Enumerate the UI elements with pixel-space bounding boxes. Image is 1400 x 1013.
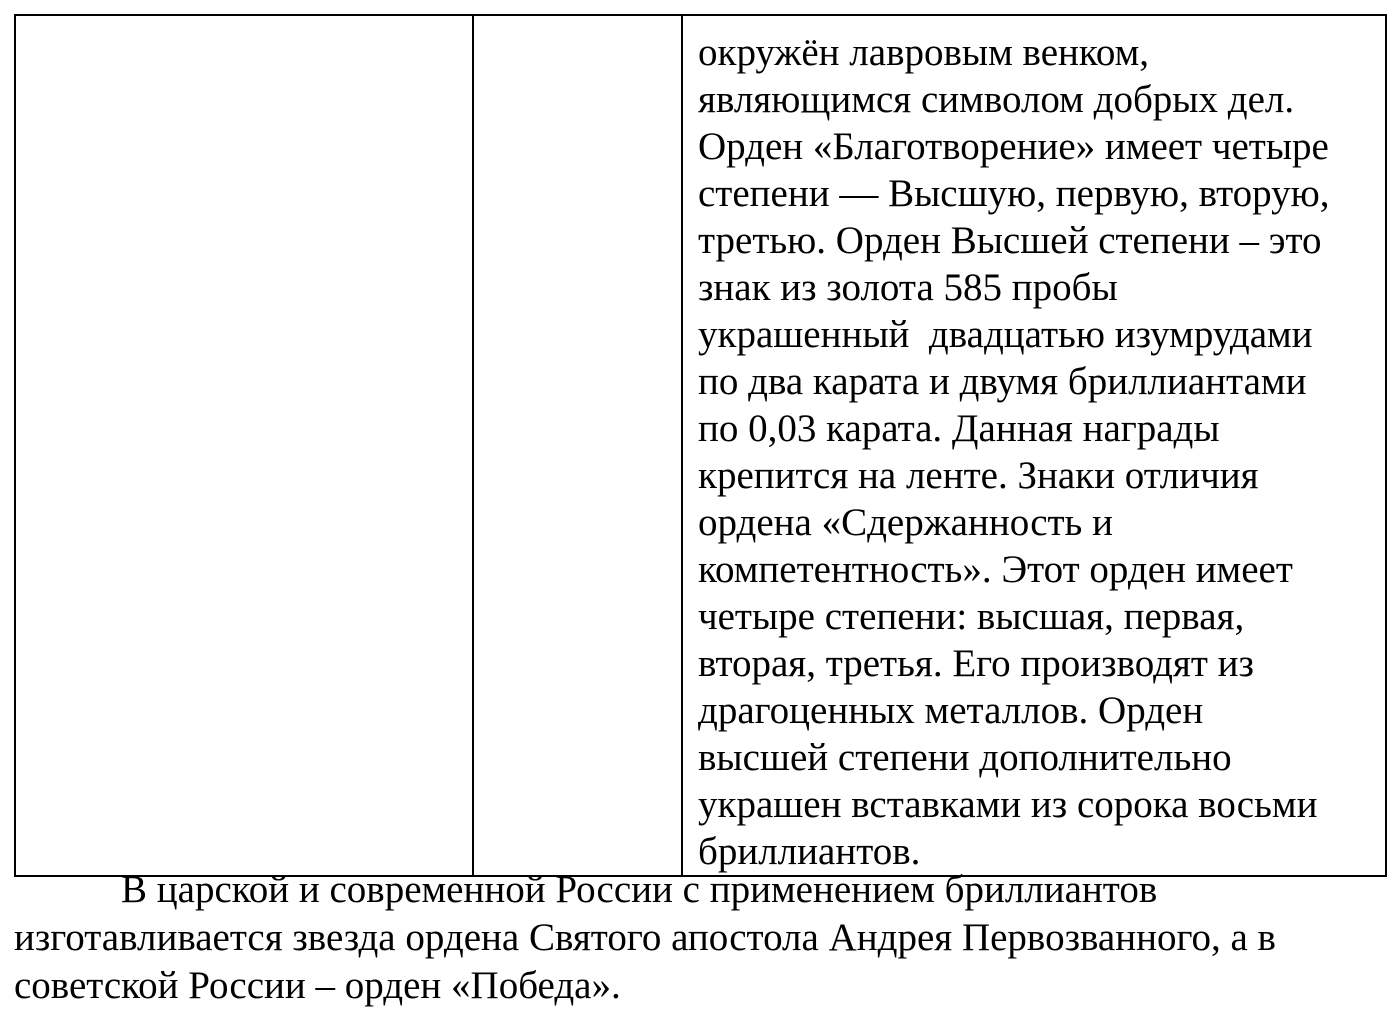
text-line: драгоценных металлов. Орден xyxy=(698,689,1204,732)
table-cell-description xyxy=(682,15,1386,876)
text-line: степени — Высшую, первую, вторую, xyxy=(698,172,1330,215)
document-table xyxy=(14,14,1387,877)
text-line: третью. Орден Высшей степени – это xyxy=(698,219,1322,262)
text-line: четыре степени: высшая, первая, xyxy=(698,595,1245,638)
text-line: украшен вставками из сорока восьми xyxy=(698,783,1318,826)
paragraph-line: В царской и современной России с применением бриллиантов xyxy=(121,868,1158,911)
text-line: Орден «Благотворение» имеет четыре xyxy=(698,125,1329,168)
text-line: компетентность». Этот орден имеет xyxy=(698,548,1293,591)
text-line: окружён лавровым венком, xyxy=(698,31,1150,74)
text-line: являющимся символом добрых дел. xyxy=(698,78,1295,121)
text-line: ордена «Сдержанность и xyxy=(698,501,1113,544)
text-line: украшенный двадцатью изумрудами xyxy=(698,313,1313,356)
table-cell-empty-1 xyxy=(15,15,473,876)
text-line: по два карата и двумя бриллиантами xyxy=(698,360,1307,403)
text-line: высшей степени дополнительно xyxy=(698,736,1232,779)
text-line: по 0,03 карата. Данная награды xyxy=(698,407,1220,450)
text-line: вторая, третья. Его производят из xyxy=(698,642,1254,685)
body-paragraph xyxy=(14,866,1386,1010)
table-cell-empty-2 xyxy=(473,15,682,876)
paragraph-line: изготавливается звезда ордена Святого апостола Андрея Первозванного, а в xyxy=(14,916,1276,959)
text-line: крепится на ленте. Знаки отличия xyxy=(698,454,1259,497)
text-line: знак из золота 585 пробы xyxy=(698,266,1118,309)
cell-text xyxy=(683,16,1385,875)
paragraph-line: советской России – орден «Победа». xyxy=(14,964,621,1007)
table-row xyxy=(15,15,1386,876)
text-line: бриллиантов. xyxy=(698,830,921,873)
